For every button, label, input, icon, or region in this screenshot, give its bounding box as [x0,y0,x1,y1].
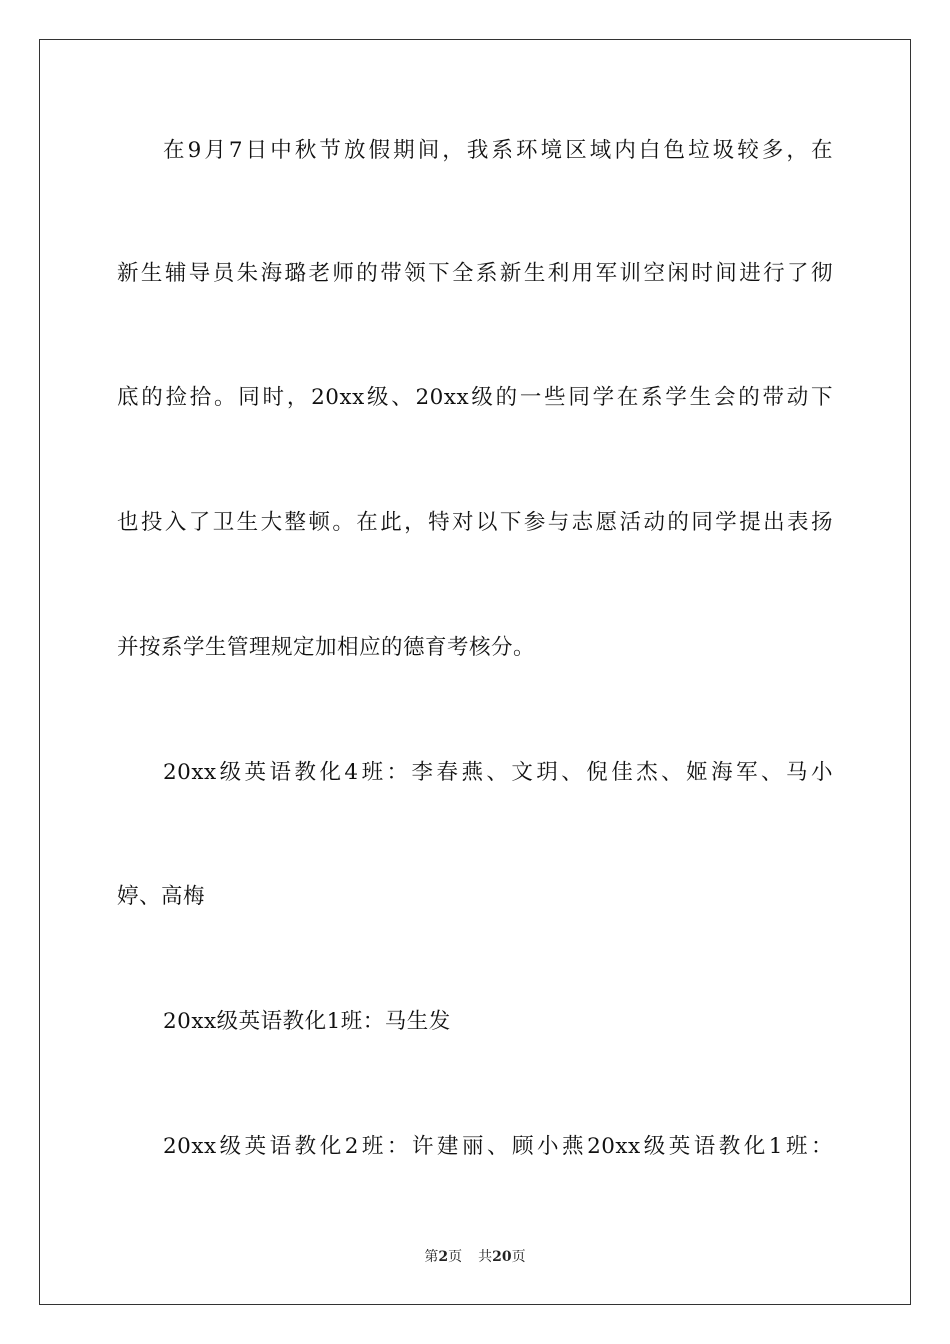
footer-total-number: 20 [492,1249,512,1265]
class-2-list: 20xx级英语教化2班：许建丽、顾小燕20xx级英语教化1班： [163,1134,833,1159]
footer-page-suffix: 页 [448,1249,463,1265]
paragraph-1-line-2: 新生辅导员朱海璐老师的带领下全系新生利用军训空闲时间进行了彻 [117,261,833,286]
class-4-list-line-2: 婷、高梅 [117,884,206,909]
paragraph-1-line-5: 并按系学生管理规定加相应的德育考核分。 [117,635,536,660]
class-1-list: 20xx级英语教化1班：马生发 [163,1009,451,1034]
footer-page-prefix: 第 [424,1249,439,1265]
footer-total-prefix: 共 [478,1249,493,1265]
paragraph-1-line-3: 底的捡拾。同时，20xx级、20xx级的一些同学在系学生会的带动下 [117,385,833,410]
paragraph-1-line-1: 在9月7日中秋节放假期间，我系环境区域内白色垃圾较多，在 [163,138,833,163]
footer-page-number: 2 [438,1249,449,1265]
page-frame [39,39,911,1305]
footer-total-suffix: 页 [511,1249,526,1265]
paragraph-1-line-4: 也投入了卫生大整顿。在此，特对以下参与志愿活动的同学提出表扬 [117,510,833,535]
class-4-list-line-1: 20xx级英语教化4班：李春燕、文玥、倪佳杰、姬海军、马小 [163,760,833,785]
page-footer [0,1248,950,1266]
